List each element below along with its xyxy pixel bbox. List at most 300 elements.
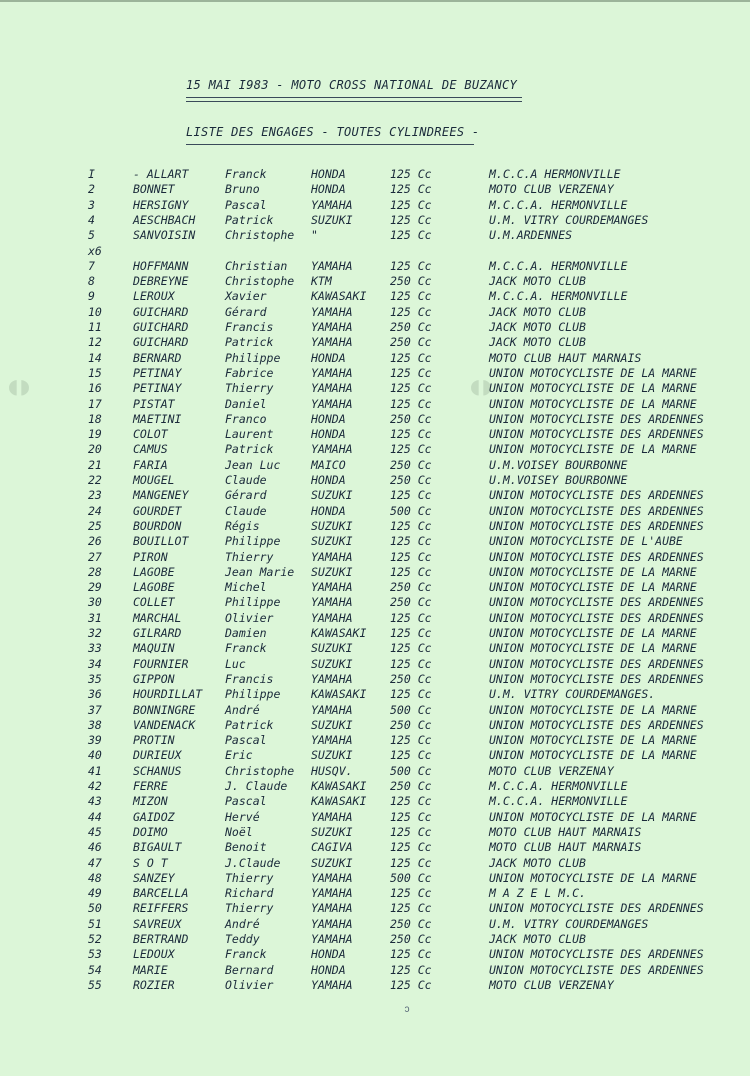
entry-number: 18 xyxy=(88,411,102,426)
entry-displacement: 500 Cc xyxy=(390,870,432,885)
entry-displacement: 250 Cc xyxy=(390,671,432,686)
table-row xyxy=(0,274,750,289)
table-row xyxy=(0,381,750,396)
entry-club: U.M.ARDENNES xyxy=(489,228,573,243)
entry-last-name: BONNET xyxy=(133,182,175,197)
entry-make: YAMAHA xyxy=(311,733,353,748)
entry-club: M.C.C.A. HERMONVILLE xyxy=(489,794,628,809)
entry-make: HONDA xyxy=(311,182,346,197)
entry-number: 19 xyxy=(88,427,102,442)
table-row xyxy=(0,963,750,978)
entry-last-name: GUICHARD xyxy=(133,335,189,350)
table-row xyxy=(0,917,750,932)
table-row xyxy=(0,978,750,993)
entry-number: 49 xyxy=(88,886,102,901)
entry-number: 7 xyxy=(88,258,95,273)
table-row xyxy=(0,565,750,580)
entry-make: YAMAHA xyxy=(311,870,353,885)
entry-last-name: FARIA xyxy=(133,457,168,472)
entry-make: YAMAHA xyxy=(311,886,353,901)
entry-displacement: 250 Cc xyxy=(390,580,432,595)
entry-displacement: 125 Cc xyxy=(390,488,432,503)
entry-last-name: MOUGEL xyxy=(133,473,175,487)
list-subtitle: LISTE DES ENGAGES - TOUTES CYLINDREES - xyxy=(186,125,480,139)
entry-first-name: Thierry xyxy=(225,549,274,564)
entry-last-name: COLOT xyxy=(133,427,168,442)
entry-club: M.C.C.A. HERMONVILLE xyxy=(489,197,628,212)
entry-first-name: Thierry xyxy=(225,870,274,885)
entry-last-name: AESCHBACH xyxy=(133,212,196,227)
entry-club: U.M. VITRY COURDEMANGES xyxy=(489,212,649,227)
entry-first-name: Gérard xyxy=(225,488,267,503)
entry-number: 10 xyxy=(88,304,102,319)
entry-club: M.C.C.A HERMONVILLE xyxy=(489,167,621,181)
entry-make: SUZUKI xyxy=(311,518,353,533)
entry-displacement: 125 Cc xyxy=(390,182,432,197)
entry-last-name: LEROUX xyxy=(133,289,175,304)
table-row xyxy=(0,764,750,779)
entry-first-name: Philippe xyxy=(225,595,281,610)
entry-displacement: 125 Cc xyxy=(390,549,432,564)
entry-displacement: 125 Cc xyxy=(390,794,432,809)
page-title: 15 MAI I983 - MOTO CROSS NATIONAL DE BUZANCY xyxy=(186,78,518,92)
entry-make: KAWASAKI xyxy=(311,289,367,304)
entry-make: YAMAHA xyxy=(311,549,353,564)
entry-displacement: 125 Cc xyxy=(390,442,432,457)
entry-club: U.M. VITRY COURDEMANGES. xyxy=(489,687,656,702)
table-row xyxy=(0,412,750,427)
entry-number: 15 xyxy=(88,365,102,380)
entry-club: JACK MOTO CLUB xyxy=(489,304,586,319)
table-row xyxy=(0,626,750,641)
title-underline xyxy=(186,97,522,102)
entry-last-name: MIZON xyxy=(133,794,168,809)
entry-first-name: Teddy xyxy=(225,932,260,946)
entry-displacement: 125 Cc xyxy=(390,228,432,243)
entry-first-name: Olivier xyxy=(225,610,274,625)
entry-club: UNION MOTOCYCLISTE DES ARDENNES xyxy=(489,427,704,442)
entry-last-name: GILRARD xyxy=(133,626,182,640)
entry-first-name: Christian xyxy=(225,258,288,273)
entry-last-name: GUICHARD xyxy=(133,320,189,334)
entry-last-name: PETINAY xyxy=(133,381,182,396)
table-row xyxy=(0,550,750,565)
entry-first-name: Michel xyxy=(225,580,267,595)
entry-number: 40 xyxy=(88,748,102,763)
entry-club: UNION MOTOCYCLISTE DE LA MARNE xyxy=(489,702,697,717)
entry-displacement: 125 Cc xyxy=(390,886,432,901)
entry-displacement: 125 Cc xyxy=(390,518,432,533)
entry-displacement: 125 Cc xyxy=(390,197,432,212)
entry-make: YAMAHA xyxy=(311,396,353,411)
entry-club: JACK MOTO CLUB xyxy=(489,932,586,946)
entry-displacement: 125 Cc xyxy=(390,809,432,824)
entry-last-name: DEBREYNE xyxy=(133,274,189,289)
entry-displacement: 125 Cc xyxy=(390,350,432,365)
entry-number: 31 xyxy=(88,610,102,625)
entry-first-name: Patrick xyxy=(225,212,274,227)
entry-club: JACK MOTO CLUB xyxy=(489,855,586,870)
entry-make: KAWASAKI xyxy=(311,779,367,793)
entry-last-name: BARCELLA xyxy=(133,886,189,901)
entry-make: HONDA xyxy=(311,473,346,487)
subtitle-underline xyxy=(186,144,474,145)
entry-displacement: 125 Cc xyxy=(390,396,432,411)
entry-make: HONDA xyxy=(311,947,346,962)
entry-club: UNION MOTOCYCLISTE DE LA MARNE xyxy=(489,396,697,411)
entry-first-name: Benoit xyxy=(225,840,267,855)
entry-club: UNION MOTOCYCLISTE DES ARDENNES xyxy=(489,503,704,518)
entry-first-name: Daniel xyxy=(225,396,267,411)
entry-number: 30 xyxy=(88,595,102,610)
entry-make: KAWASAKI xyxy=(311,626,367,640)
entry-last-name: VANDENACK xyxy=(133,717,196,732)
entry-number: 25 xyxy=(88,518,102,533)
table-row xyxy=(0,504,750,519)
entry-first-name: Hervé xyxy=(225,809,260,824)
entry-club: JACK MOTO CLUB xyxy=(489,335,586,350)
entry-first-name: Claude xyxy=(225,473,267,487)
entry-displacement: 125 Cc xyxy=(390,626,432,640)
entry-displacement: 125 Cc xyxy=(390,901,432,916)
entry-number: 8 xyxy=(88,274,95,289)
entry-make: SUZUKI xyxy=(311,488,353,503)
table-row xyxy=(0,886,750,901)
entry-first-name: Xavier xyxy=(225,289,267,304)
entry-make: SUZUKI xyxy=(311,564,353,579)
entry-club: UNION MOTOCYCLISTE DES ARDENNES xyxy=(489,549,704,564)
entry-club: UNION MOTOCYCLISTE DE LA MARNE xyxy=(489,365,697,380)
entry-club: UNION MOTOCYCLISTE DE LA MARNE xyxy=(489,748,697,763)
entry-club: UNION MOTOCYCLISTE DES ARDENNES xyxy=(489,656,704,671)
entry-number: 28 xyxy=(88,564,102,579)
entry-number: 5 xyxy=(88,228,95,243)
entry-make: MAICO xyxy=(311,457,346,472)
entry-first-name: Philippe xyxy=(225,534,281,549)
entry-displacement: 125 Cc xyxy=(390,381,432,396)
entry-make: YAMAHA xyxy=(311,901,353,916)
table-row xyxy=(0,397,750,412)
table-row xyxy=(0,580,750,595)
entry-number: 44 xyxy=(88,809,102,824)
entry-last-name: HOFFMANN xyxy=(133,258,189,273)
entry-make: YAMAHA xyxy=(311,977,353,992)
entry-make: SUZUKI xyxy=(311,641,353,656)
entry-displacement: 250 Cc xyxy=(390,473,432,487)
entry-number: 36 xyxy=(88,687,102,702)
entry-number: 55 xyxy=(88,977,102,992)
entry-club: UNION MOTOCYCLISTE DES ARDENNES xyxy=(489,717,704,732)
entry-last-name: MAETINI xyxy=(133,411,182,426)
table-row xyxy=(0,244,750,259)
table-row xyxy=(0,657,750,672)
entry-number: 35 xyxy=(88,671,102,686)
table-row xyxy=(0,794,750,809)
entry-last-name: BONNINGRE xyxy=(133,702,196,717)
entry-displacement: 125 Cc xyxy=(390,656,432,671)
entry-last-name: MARIE xyxy=(133,962,168,977)
entry-number: 16 xyxy=(88,381,102,396)
entry-displacement: 250 Cc xyxy=(390,595,432,610)
entry-make: SUZUKI xyxy=(311,534,353,549)
entry-number: 50 xyxy=(88,901,102,916)
table-row xyxy=(0,198,750,213)
entry-club: U.M.VOISEY BOURBONNE xyxy=(489,473,628,487)
entry-club: UNION MOTOCYCLISTE DE LA MARNE xyxy=(489,381,697,396)
entry-last-name: SAVREUX xyxy=(133,916,182,931)
entry-club: MOTO CLUB VERZENAY xyxy=(489,182,614,197)
table-row xyxy=(0,366,750,381)
entry-last-name: FOURNIER xyxy=(133,656,189,671)
entry-club: UNION MOTOCYCLISTE DE LA MARNE xyxy=(489,580,697,595)
table-row xyxy=(0,167,750,182)
entry-first-name: Laurent xyxy=(225,427,274,442)
entry-last-name: LAGOBE xyxy=(133,580,175,595)
table-row xyxy=(0,289,750,304)
entry-number: 12 xyxy=(88,335,102,350)
entry-number: 3 xyxy=(88,197,95,212)
table-row xyxy=(0,305,750,320)
entry-displacement: 125 Cc xyxy=(390,962,432,977)
entry-make: YAMAHA xyxy=(311,595,353,610)
entry-make: YAMAHA xyxy=(311,580,353,595)
entry-displacement: 500 Cc xyxy=(390,503,432,518)
entry-club: MOTO CLUB VERZENAY xyxy=(489,763,614,778)
table-row xyxy=(0,871,750,886)
entry-make: YAMAHA xyxy=(311,304,353,319)
entry-last-name: HERSIGNY xyxy=(133,197,189,212)
entry-make: KAWASAKI xyxy=(311,687,367,702)
entry-number: 26 xyxy=(88,534,102,549)
entry-first-name: André xyxy=(225,916,260,931)
entry-displacement: 250 Cc xyxy=(390,457,432,472)
entry-displacement: 250 Cc xyxy=(390,916,432,931)
entry-number: 41 xyxy=(88,763,102,778)
entry-club: MOTO CLUB VERZENAY xyxy=(489,977,614,992)
entry-club: JACK MOTO CLUB xyxy=(489,274,586,289)
entry-club: M.C.C.A. HERMONVILLE xyxy=(489,258,628,273)
entry-last-name: CAMUS xyxy=(133,442,168,457)
entry-first-name: Patrick xyxy=(225,717,274,732)
entry-displacement: 500 Cc xyxy=(390,702,432,717)
entry-first-name: J.Claude xyxy=(225,855,281,870)
entry-make: YAMAHA xyxy=(311,916,353,931)
entry-club: UNION MOTOCYCLISTE DE LA MARNE xyxy=(489,809,697,824)
entry-first-name: Patrick xyxy=(225,335,274,350)
entry-number: 9 xyxy=(88,289,95,304)
table-row xyxy=(0,335,750,350)
entry-club: UNION MOTOCYCLISTE DES ARDENNES xyxy=(489,671,704,686)
entry-make: SUZUKI xyxy=(311,824,353,839)
entry-first-name: Franco xyxy=(225,411,267,426)
entry-number: 21 xyxy=(88,457,102,472)
entry-first-name: Olivier xyxy=(225,977,274,992)
entry-club: MOTO CLUB HAUT MARNAIS xyxy=(489,840,642,855)
entry-first-name: Thierry xyxy=(225,381,274,396)
entry-first-name: Christophe xyxy=(225,228,295,243)
entry-number: 17 xyxy=(88,396,102,411)
table-row xyxy=(0,825,750,840)
entry-displacement: 125 Cc xyxy=(390,167,432,181)
table-row xyxy=(0,718,750,733)
entry-make: KTM xyxy=(311,274,332,289)
entry-last-name: PIRON xyxy=(133,549,168,564)
entry-last-name: PROTIN xyxy=(133,733,175,748)
entry-displacement: 125 Cc xyxy=(390,824,432,839)
entry-displacement: 250 Cc xyxy=(390,411,432,426)
entry-displacement: 125 Cc xyxy=(390,855,432,870)
entry-make: HONDA xyxy=(311,411,346,426)
entry-club: MOTO CLUB HAUT MARNAIS xyxy=(489,824,642,839)
entry-last-name: BOUILLOT xyxy=(133,534,189,549)
entry-make: YAMAHA xyxy=(311,702,353,717)
entry-last-name: PETINAY xyxy=(133,365,182,380)
entry-make: SUZUKI xyxy=(311,748,353,763)
table-row xyxy=(0,595,750,610)
entry-first-name: Fabrice xyxy=(225,365,274,380)
table-row xyxy=(0,840,750,855)
entry-number: 45 xyxy=(88,824,102,839)
table-row xyxy=(0,182,750,197)
entry-first-name: Richard xyxy=(225,886,274,901)
entry-displacement: 125 Cc xyxy=(390,258,432,273)
table-row xyxy=(0,351,750,366)
entry-make: YAMAHA xyxy=(311,671,353,686)
table-row xyxy=(0,932,750,947)
entry-displacement: 250 Cc xyxy=(390,932,432,946)
entry-displacement: 125 Cc xyxy=(390,977,432,992)
entry-number: 32 xyxy=(88,626,102,640)
table-row xyxy=(0,748,750,763)
table-row xyxy=(0,228,750,243)
table-row xyxy=(0,442,750,457)
entry-last-name: PISTAT xyxy=(133,396,175,411)
entry-make: YAMAHA xyxy=(311,809,353,824)
entry-displacement: 125 Cc xyxy=(390,610,432,625)
entry-displacement: 250 Cc xyxy=(390,335,432,350)
entry-displacement: 125 Cc xyxy=(390,840,432,855)
entry-club: UNION MOTOCYCLISTE DES ARDENNES xyxy=(489,518,704,533)
entry-make: HONDA xyxy=(311,167,346,181)
entry-club: MOTO CLUB HAUT MARNAIS xyxy=(489,350,642,365)
entry-club: M.C.C.A. HERMONVILLE xyxy=(489,779,628,793)
entry-make: YAMAHA xyxy=(311,197,353,212)
entry-club: UNION MOTOCYCLISTE DE LA MARNE xyxy=(489,626,697,640)
entry-number: 11 xyxy=(88,320,102,334)
entry-first-name: Christophe xyxy=(225,274,295,289)
entry-club: UNION MOTOCYCLISTE DES ARDENNES xyxy=(489,610,704,625)
entry-make: YAMAHA xyxy=(311,258,353,273)
entry-last-name: BERNARD xyxy=(133,350,182,365)
table-row xyxy=(0,320,750,335)
table-row xyxy=(0,534,750,549)
entry-number: 2 xyxy=(88,182,95,197)
entry-first-name: Pascal xyxy=(225,794,267,809)
entry-last-name: HOURDILLAT xyxy=(133,687,203,702)
table-row xyxy=(0,519,750,534)
entry-number: 22 xyxy=(88,473,102,487)
entry-number: 27 xyxy=(88,549,102,564)
entry-first-name: Bruno xyxy=(225,182,260,197)
entry-make: YAMAHA xyxy=(311,335,353,350)
entry-last-name: - ALLART xyxy=(133,167,189,181)
entry-number: 38 xyxy=(88,717,102,732)
entry-club: UNION MOTOCYCLISTE DE L'AUBE xyxy=(489,534,683,549)
entry-number: x6 xyxy=(88,243,102,258)
table-row xyxy=(0,611,750,626)
table-row xyxy=(0,641,750,656)
entry-displacement: 250 Cc xyxy=(390,274,432,289)
table-row xyxy=(0,259,750,274)
entry-displacement: 125 Cc xyxy=(390,289,432,304)
entry-first-name: Luc xyxy=(225,656,246,671)
entry-last-name: REIFFERS xyxy=(133,901,189,916)
entry-make: HONDA xyxy=(311,503,346,518)
entry-make: YAMAHA xyxy=(311,320,353,334)
entry-make: YAMAHA xyxy=(311,610,353,625)
table-row xyxy=(0,672,750,687)
entry-number: 29 xyxy=(88,580,102,595)
table-row xyxy=(0,488,750,503)
entry-club: UNION MOTOCYCLISTE DES ARDENNES xyxy=(489,947,704,962)
entry-number: 43 xyxy=(88,794,102,809)
entry-displacement: 125 Cc xyxy=(390,687,432,702)
table-row xyxy=(0,703,750,718)
entry-first-name: Thierry xyxy=(225,901,274,916)
entry-last-name: GOURDET xyxy=(133,503,182,518)
entry-number: 47 xyxy=(88,855,102,870)
entry-first-name: Francis xyxy=(225,320,274,334)
entry-displacement: 500 Cc xyxy=(390,763,432,778)
entry-first-name: Bernard xyxy=(225,962,274,977)
entry-last-name: ROZIER xyxy=(133,977,175,992)
entry-first-name: Franck xyxy=(225,167,267,181)
entry-last-name: GUICHARD xyxy=(133,304,189,319)
entry-number: 33 xyxy=(88,641,102,656)
entry-number: 14 xyxy=(88,350,102,365)
entry-make: SUZUKI xyxy=(311,212,353,227)
entry-club: UNION MOTOCYCLISTE DE LA MARNE xyxy=(489,641,697,656)
entry-make: CAGIVA xyxy=(311,840,353,855)
entry-make: HONDA xyxy=(311,350,346,365)
entry-last-name: MANGENEY xyxy=(133,488,189,503)
entry-last-name: LAGOBE xyxy=(133,564,175,579)
entry-club: UNION MOTOCYCLISTE DES ARDENNES xyxy=(489,962,704,977)
entry-club: UNION MOTOCYCLISTE DES ARDENNES xyxy=(489,488,704,503)
entry-club: JACK MOTO CLUB xyxy=(489,320,586,334)
table-row xyxy=(0,473,750,488)
entry-make: YAMAHA xyxy=(311,381,353,396)
entry-number: 54 xyxy=(88,962,102,977)
entry-club: UNION MOTOCYCLISTE DES ARDENNES xyxy=(489,901,704,916)
entry-number: 46 xyxy=(88,840,102,855)
entry-first-name: Philippe xyxy=(225,350,281,365)
entry-club: UNION MOTOCYCLISTE DE LA MARNE xyxy=(489,733,697,748)
entry-displacement: 125 Cc xyxy=(390,564,432,579)
entry-displacement: 125 Cc xyxy=(390,534,432,549)
entry-last-name: SCHANUS xyxy=(133,763,182,778)
entry-club: UNION MOTOCYCLISTE DE LA MARNE xyxy=(489,870,697,885)
entry-last-name: DURIEUX xyxy=(133,748,182,763)
entry-club: UNION MOTOCYCLISTE DE LA MARNE xyxy=(489,564,697,579)
entry-make: SUZUKI xyxy=(311,656,353,671)
table-row xyxy=(0,733,750,748)
entry-number: 24 xyxy=(88,503,102,518)
entry-first-name: Pascal xyxy=(225,733,267,748)
entry-first-name: Philippe xyxy=(225,687,281,702)
table-row xyxy=(0,687,750,702)
entry-make: HONDA xyxy=(311,427,346,442)
